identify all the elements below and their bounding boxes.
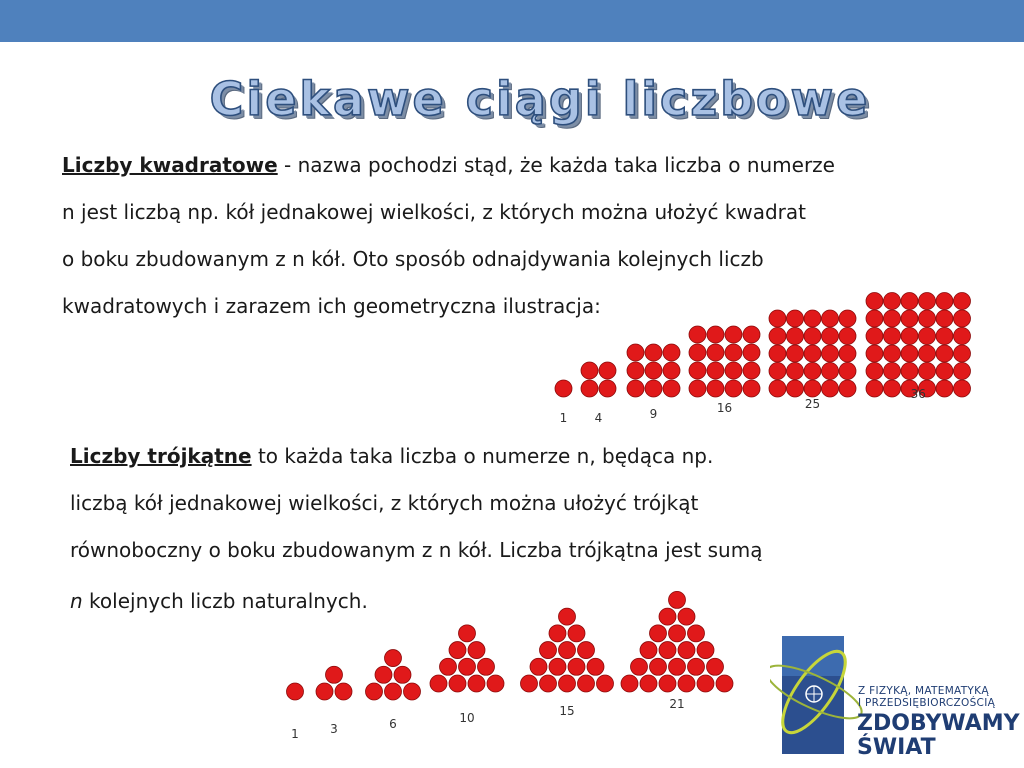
triangle-label: 1 xyxy=(291,727,299,741)
square-dot xyxy=(725,380,742,397)
triangle-dot xyxy=(697,675,714,692)
logo-graphic xyxy=(770,622,1024,762)
triangle-dot xyxy=(578,642,595,659)
triangle-dot xyxy=(650,658,667,675)
triangle-dot xyxy=(559,608,576,625)
square-dot xyxy=(822,328,839,345)
square-dot xyxy=(919,293,936,310)
triangle-dot xyxy=(521,675,538,692)
square-dot xyxy=(787,363,804,380)
square-dot xyxy=(725,362,742,379)
triangle-dot xyxy=(669,591,686,608)
triangle-dot xyxy=(394,666,411,683)
square-dot xyxy=(707,344,724,361)
square-dot xyxy=(689,344,706,361)
square-dot xyxy=(627,362,644,379)
square-dot xyxy=(839,345,856,362)
square-dot xyxy=(769,380,786,397)
triangle-label: 10 xyxy=(459,711,475,725)
logo-line-1: Z FIZYKĄ, MATEMATYKĄ xyxy=(858,685,989,697)
triangle-dot xyxy=(459,625,476,642)
triangle-dot xyxy=(578,675,595,692)
square-dot xyxy=(804,310,821,327)
square-dot xyxy=(707,326,724,343)
square-dot xyxy=(884,345,901,362)
triangle-dot xyxy=(404,683,421,700)
square-dot xyxy=(901,310,918,327)
square-dot xyxy=(599,380,616,397)
square-dot xyxy=(787,328,804,345)
square-dot xyxy=(936,380,953,397)
triangle-label: 6 xyxy=(389,717,397,731)
triangle-dot xyxy=(449,675,466,692)
square-dot xyxy=(866,310,883,327)
triangle-dot xyxy=(659,608,676,625)
triangle-dot xyxy=(468,642,485,659)
square-dot xyxy=(884,293,901,310)
triangle-dot xyxy=(707,658,724,675)
triangle-dot xyxy=(478,658,495,675)
logo-line-3: ZDOBYWAMY xyxy=(857,711,1020,736)
triangle-dot xyxy=(587,658,604,675)
triangle-dot xyxy=(449,642,466,659)
square-line-1-text: - nazwa pochodzi stąd, że każda taka liczba o numerze xyxy=(277,153,835,177)
triangle-dot xyxy=(659,675,676,692)
triangle-label: 21 xyxy=(669,697,685,711)
square-dot xyxy=(769,363,786,380)
square-label: 16 xyxy=(716,401,733,415)
triangle-dot xyxy=(678,675,695,692)
triangle-dot xyxy=(621,675,638,692)
square-dot xyxy=(787,345,804,362)
square-dot xyxy=(884,380,901,397)
square-dot xyxy=(743,362,760,379)
tri-line-4-text: kolejnych liczb naturalnych. xyxy=(82,589,368,613)
triangle-dot xyxy=(697,642,714,659)
square-dot xyxy=(581,362,598,379)
square-dot xyxy=(936,345,953,362)
square-dot xyxy=(839,310,856,327)
square-dot xyxy=(707,380,724,397)
triangle-dot xyxy=(540,675,557,692)
triangle-dot xyxy=(659,642,676,659)
square-dot xyxy=(804,345,821,362)
project-logo xyxy=(770,622,1024,762)
square-dot xyxy=(839,363,856,380)
triangle-dot xyxy=(540,642,557,659)
tri-line-3: równoboczny o boku zbudowanym z n kół. Liczba trójkątna jest sumą xyxy=(70,538,763,562)
logo-line-4: ŚWIAT xyxy=(857,735,936,760)
square-dot xyxy=(743,380,760,397)
square-dot xyxy=(866,363,883,380)
square-dot xyxy=(555,380,572,397)
triangle-dot xyxy=(385,650,402,667)
square-dot xyxy=(822,363,839,380)
square-dot xyxy=(839,328,856,345)
triangle-dot xyxy=(287,683,304,700)
square-dot xyxy=(581,380,598,397)
square-dot xyxy=(787,310,804,327)
square-dot xyxy=(627,344,644,361)
square-dot xyxy=(919,363,936,380)
square-dot xyxy=(689,380,706,397)
triangle-dot xyxy=(669,658,686,675)
tri-line-2: liczbą kół jednakowej wielkości, z których można ułożyć trójkąt xyxy=(70,491,699,515)
triangle-dot xyxy=(568,658,585,675)
square-dot xyxy=(884,328,901,345)
square-dot xyxy=(884,363,901,380)
square-dot xyxy=(822,310,839,327)
triangle-dot xyxy=(440,658,457,675)
square-dot xyxy=(901,345,918,362)
square-dot xyxy=(954,345,971,362)
square-dot xyxy=(769,345,786,362)
triangle-label: 3 xyxy=(330,722,338,736)
square-dot xyxy=(866,345,883,362)
square-label: 1 xyxy=(559,411,568,425)
triangle-dot xyxy=(640,642,657,659)
square-dot xyxy=(884,310,901,327)
triangle-dot xyxy=(459,658,476,675)
square-dot xyxy=(954,310,971,327)
triangle-dot xyxy=(468,675,485,692)
square-dot xyxy=(919,328,936,345)
triangle-dot xyxy=(326,666,343,683)
square-dot xyxy=(663,380,680,397)
triangle-dot xyxy=(669,625,686,642)
square-dot xyxy=(936,293,953,310)
triangular-term: Liczby trójkątne xyxy=(70,444,252,468)
square-line-2: n jest liczbą np. kół jednakowej wielkości, z których można ułożyć kwadrat xyxy=(62,200,807,224)
triangle-dot xyxy=(568,625,585,642)
triangle-dot xyxy=(640,675,657,692)
triangle-dot xyxy=(487,675,504,692)
square-dot xyxy=(919,310,936,327)
square-dot xyxy=(822,345,839,362)
square-dot xyxy=(866,380,883,397)
square-dot xyxy=(936,328,953,345)
square-line-3: o boku zbudowanym z n kół. Oto sposób odnajdywania kolejnych liczb xyxy=(62,247,764,271)
square-dot xyxy=(707,362,724,379)
triangle-dot xyxy=(549,658,566,675)
tri-line-4-n: n xyxy=(70,589,83,613)
triangle-dot xyxy=(688,658,705,675)
triangle-label: 15 xyxy=(559,704,575,718)
square-label: 36 xyxy=(910,387,926,401)
triangle-dot xyxy=(559,642,576,659)
square-dot xyxy=(645,344,662,361)
square-dot xyxy=(769,310,786,327)
square-dot xyxy=(599,362,616,379)
square-dot xyxy=(645,362,662,379)
logo-highlight xyxy=(782,636,844,676)
triangle-dot xyxy=(650,625,667,642)
triangle-dot xyxy=(316,683,333,700)
square-dot xyxy=(804,328,821,345)
square-dot xyxy=(954,328,971,345)
triangle-dot xyxy=(530,658,547,675)
triangle-dot xyxy=(385,683,402,700)
square-dot xyxy=(689,362,706,379)
triangle-dot xyxy=(375,666,392,683)
square-dot xyxy=(954,380,971,397)
square-dot xyxy=(866,328,883,345)
square-dot xyxy=(839,380,856,397)
triangle-dot xyxy=(559,675,576,692)
square-dot xyxy=(725,326,742,343)
square-dot xyxy=(627,380,644,397)
triangle-dot xyxy=(678,642,695,659)
square-dot xyxy=(866,293,883,310)
square-dot xyxy=(954,363,971,380)
square-dot xyxy=(769,328,786,345)
square-line-4: kwadratowych i zarazem ich geometryczna ilustracja: xyxy=(62,294,601,318)
square-dot xyxy=(936,363,953,380)
triangle-dot xyxy=(688,625,705,642)
square-dot xyxy=(954,293,971,310)
tri-line-1-text: to każda taka liczba o numerze n, będąca np. xyxy=(251,444,714,468)
square-dot xyxy=(663,362,680,379)
square-dot xyxy=(804,363,821,380)
square-dot xyxy=(787,380,804,397)
triangle-dot xyxy=(631,658,648,675)
square-dot xyxy=(919,345,936,362)
square-label: 4 xyxy=(594,411,603,425)
logo-line-2: I PRZEDSIĘBIORCZOŚCIĄ xyxy=(858,697,996,709)
square-term: Liczby kwadratowe xyxy=(62,153,278,177)
square-dot xyxy=(743,326,760,343)
triangle-dot xyxy=(678,608,695,625)
square-dot xyxy=(901,363,918,380)
square-dot xyxy=(725,344,742,361)
square-dot xyxy=(645,380,662,397)
triangle-dot xyxy=(430,675,447,692)
triangle-dot xyxy=(549,625,566,642)
slide-title: Ciekawe ciągi liczbowe xyxy=(209,72,871,126)
square-dot xyxy=(804,380,821,397)
triangle-dot xyxy=(716,675,733,692)
square-dot xyxy=(936,310,953,327)
triangle-dot xyxy=(597,675,614,692)
square-dot xyxy=(901,328,918,345)
square-label: 25 xyxy=(804,397,821,411)
triangle-dot xyxy=(335,683,352,700)
square-dot xyxy=(689,326,706,343)
square-dot xyxy=(743,344,760,361)
square-label: 9 xyxy=(649,407,658,421)
square-dot xyxy=(901,293,918,310)
square-dot xyxy=(663,344,680,361)
square-dot xyxy=(822,380,839,397)
triangle-dot xyxy=(366,683,383,700)
